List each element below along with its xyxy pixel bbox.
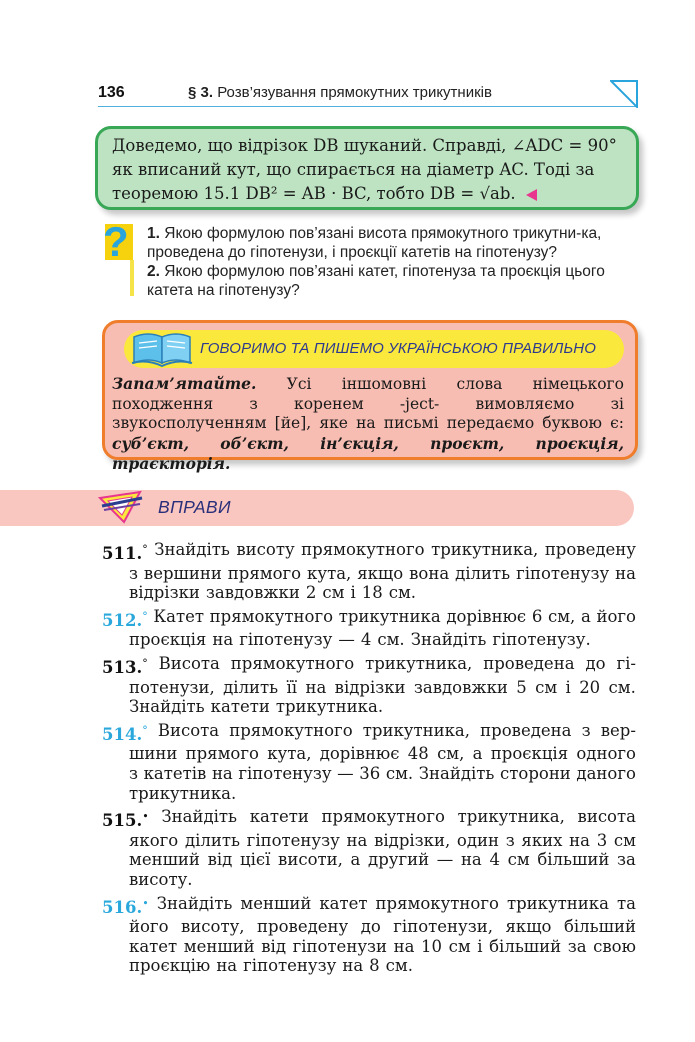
- exercise-word: якщо: [357, 563, 404, 583]
- question-2: [147, 262, 637, 300]
- exercise-word: висоту: [236, 540, 295, 559]
- exercise-word: якого: [129, 830, 179, 850]
- exercise-word: другий: [368, 850, 430, 870]
- exercise-word: проведену: [257, 917, 349, 937]
- proof-line-1: Доведемо, що відрізок DB шуканий. Справді, ∠ADC = 90°: [112, 136, 617, 155]
- page-number: 136: [98, 84, 125, 101]
- end-of-proof-icon: [526, 189, 537, 201]
- exercise-word: на: [393, 936, 415, 956]
- exercise-word: ділить: [223, 677, 279, 697]
- difficulty-mark: °: [142, 723, 148, 737]
- question-1: [147, 224, 637, 262]
- exercise-word: одного: [576, 744, 636, 764]
- exercise-line: [102, 870, 636, 890]
- exercise-word: 20: [579, 677, 601, 697]
- exercise-word: 18: [361, 583, 383, 603]
- exercise-line: [102, 764, 636, 784]
- exercise-word: відрізки,: [374, 830, 451, 850]
- difficulty-mark: °: [142, 609, 148, 623]
- exercise-word: вер-: [600, 720, 636, 740]
- exercise-word: трикутника.: [129, 783, 237, 803]
- exercise-word: за: [617, 850, 636, 870]
- exercise-word: на: [216, 956, 238, 976]
- exercise-word: з: [505, 830, 515, 850]
- exercise-word: за: [567, 936, 587, 956]
- exercise-word: проведена: [480, 720, 572, 740]
- exercise-item: [102, 607, 636, 650]
- exercise-word: кута,: [267, 744, 312, 764]
- exercise-item: [102, 721, 636, 803]
- exercise-word: висоту.: [129, 869, 193, 889]
- exercise-word: та: [616, 893, 636, 913]
- exercise-word: висоти,: [278, 850, 343, 870]
- exercise-word: дорівнює: [446, 606, 527, 626]
- exercise-number: 515.•: [102, 810, 149, 831]
- question-2-text: Якою формулою пов’язані катет, гіпотенуза та проєкція цього катета на гіпотенузу?: [147, 263, 605, 299]
- exercise-word: 8: [369, 956, 380, 976]
- exercise-word: шини: [129, 744, 178, 764]
- exercise-word: Знайдіть: [154, 540, 230, 559]
- exercise-word: ділить: [455, 563, 511, 583]
- exercise-word: з: [129, 563, 138, 583]
- exercise-word: більший: [537, 850, 610, 870]
- exercise-word: менший: [240, 893, 312, 913]
- exercise-word: завдовжки: [205, 583, 300, 603]
- rule-examples: суб’єкт, об’єкт, ін’єкція, проєкт, проєкція, траєкторія.: [112, 433, 624, 473]
- exercise-word: Знайдіть: [156, 893, 233, 913]
- exercise-word: катети: [249, 807, 309, 827]
- exercise-word: гіпотенузу: [516, 563, 610, 583]
- exercise-line: [102, 784, 636, 804]
- exercise-number: 513.°: [102, 656, 148, 677]
- exercise-word: і: [477, 936, 483, 956]
- exercise-line: [102, 564, 636, 584]
- exercise-number: 511.°: [102, 543, 148, 563]
- question-mark-icon: ?: [103, 218, 129, 265]
- exercise-word: трикутника: [338, 606, 441, 626]
- exercise-word: катет: [319, 893, 368, 913]
- exercise-word: см.: [388, 583, 417, 603]
- exercise-word: його: [129, 917, 169, 937]
- exercise-word: сторони: [500, 763, 571, 783]
- header-rule: [98, 106, 636, 107]
- exercise-word: даного: [576, 763, 636, 783]
- exercises-title: ВПРАВИ: [158, 497, 231, 517]
- exercise-word: прямокутного: [301, 540, 425, 559]
- exercise-word: —: [337, 763, 354, 783]
- exercise-word: 4: [489, 850, 500, 870]
- exercise-word: см: [613, 830, 636, 850]
- exercise-word: 4: [360, 630, 372, 650]
- exercise-word: її: [286, 677, 298, 697]
- exercise-line: [102, 654, 636, 678]
- exercise-word: гіпотенузи,: [393, 917, 493, 937]
- exercise-word: трикутника,: [457, 807, 565, 827]
- exercise-line: [102, 697, 636, 717]
- exercise-word: —: [338, 630, 355, 650]
- exercise-line: [102, 678, 636, 698]
- exercise-word: менший: [183, 936, 255, 956]
- exercise-word: см.: [608, 677, 636, 697]
- exercise-word: катети: [210, 697, 270, 717]
- exercise-word: від: [207, 850, 233, 870]
- exercise-word: кута,: [307, 563, 352, 583]
- exercise-word: 36: [359, 763, 381, 783]
- exercise-word: яких: [521, 830, 563, 850]
- exercise-word: на: [460, 850, 482, 870]
- book-icon: [130, 329, 194, 369]
- exercise-word: один: [456, 830, 500, 850]
- exercise-word: катетів: [143, 763, 207, 783]
- exercise-word: свою: [593, 936, 636, 956]
- exercise-word: на: [569, 830, 590, 850]
- exercise-word: прямокутного: [209, 606, 334, 626]
- exercise-word: 3: [596, 830, 608, 850]
- exercise-word: Висота: [157, 720, 220, 740]
- section-title: [188, 84, 492, 101]
- exercise-word: висота: [577, 807, 636, 827]
- exercise-word: катет: [129, 936, 178, 956]
- exercise-word: і: [565, 677, 571, 697]
- exercise-word: трикутника,: [365, 653, 473, 673]
- exercise-word: більший: [489, 936, 562, 956]
- exercise-line: [102, 630, 636, 650]
- exercise-line: [102, 956, 636, 976]
- exercise-word: менший: [129, 850, 200, 870]
- exercise-word: і: [350, 583, 356, 603]
- exercise-word: на: [211, 763, 233, 783]
- exercise-number: 516.•: [102, 896, 149, 917]
- exercise-line: [102, 744, 636, 764]
- exercise-word: а: [350, 850, 361, 870]
- exercise-word: якщо: [505, 917, 552, 937]
- exercise-line: [102, 583, 636, 603]
- exercise-word: прямокутного: [230, 653, 355, 673]
- exercise-word: Висота: [158, 653, 220, 673]
- exercise-word: проєкцію: [129, 956, 211, 976]
- exercise-word: а: [580, 606, 591, 626]
- exercise-word: проведену: [544, 540, 636, 559]
- exercise-line: [102, 937, 636, 957]
- exercise-word: 5: [516, 677, 527, 697]
- exercise-word: гіпотенузу: [239, 630, 333, 650]
- exercise-word: відрізки: [129, 583, 200, 603]
- exercise-word: см: [448, 936, 471, 956]
- exercise-word: гіпотенузи: [292, 936, 388, 956]
- exercise-number: 512.°: [102, 609, 148, 630]
- corner-triangle-icon: [610, 80, 638, 108]
- exercise-word: гі-: [616, 653, 636, 673]
- exercise-word: трикутника,: [431, 540, 539, 559]
- exercise-word: потенузи,: [129, 677, 215, 697]
- exercise-word: вершини: [143, 563, 222, 583]
- exercise-word: трикутника.: [275, 697, 384, 717]
- exercise-word: до: [585, 653, 606, 673]
- exercise-word: Знайдіть: [161, 807, 238, 827]
- exercise-word: його: [596, 606, 636, 626]
- exercise-word: на: [305, 677, 327, 697]
- exercise-word: см,: [437, 744, 465, 764]
- difficulty-mark: °: [142, 656, 148, 670]
- exercise-word: Знайдіть: [129, 697, 205, 717]
- exercise-word: до: [360, 917, 381, 937]
- exercise-word: см: [322, 583, 345, 603]
- exercise-word: см.: [385, 956, 413, 976]
- exercise-word: гіпотенузу.: [492, 630, 591, 650]
- exercise-word: —: [436, 850, 454, 870]
- exercise-number: 514.°: [102, 723, 148, 744]
- pencil-ruler-icon: [96, 488, 146, 528]
- exercise-word: прямокутного: [229, 720, 353, 740]
- difficulty-mark: °: [142, 543, 148, 556]
- exercise-line: [102, 607, 636, 631]
- exercise-word: трикутника,: [362, 720, 471, 740]
- exercise-word: прямокутного: [321, 807, 445, 827]
- exercise-line: [102, 540, 636, 564]
- section-title-text: Розв’язування прямокутних трикутників: [217, 84, 492, 101]
- review-questions: [147, 224, 637, 300]
- exercise-word: гіпотенузу: [238, 763, 332, 783]
- exercise-word: відрізки: [334, 677, 406, 697]
- exercise-line: [102, 831, 636, 851]
- exercise-line: [102, 721, 636, 745]
- proof-line-2: як вписаний кут, що спирається на діаметр AC. Тоді за: [112, 160, 595, 179]
- exercise-word: проєкція: [490, 744, 569, 764]
- exercise-word: вона: [409, 563, 450, 583]
- exercise-word: дорівнює: [319, 744, 400, 764]
- exercise-word: прямого: [227, 563, 302, 583]
- exercise-line: [102, 850, 636, 870]
- exercise-word: висоту,: [181, 917, 245, 937]
- exercise-list: [102, 540, 636, 980]
- exercise-word: з: [581, 720, 591, 740]
- rule-text: Усі іншомовні слова німецького походження з коренем -ject- вимовляємо зі звукосполученням [йе], яке на письмі передаємо буквою є:: [112, 375, 624, 432]
- exercise-word: проведена: [483, 653, 575, 673]
- exercise-item: [102, 654, 636, 717]
- exercise-word: см.: [385, 763, 414, 783]
- proof-line-3: [112, 182, 622, 206]
- exercise-word: трикутника: [506, 893, 609, 913]
- exercise-word: Катет: [153, 606, 204, 626]
- exercise-word: на: [346, 830, 368, 850]
- exercise-word: з: [129, 763, 138, 783]
- difficulty-mark: •: [142, 896, 149, 910]
- exercise-word: завдовжки: [413, 677, 508, 697]
- proof-box: [95, 126, 639, 210]
- exercise-word: більший: [563, 917, 636, 937]
- question-1-text: Якою формулою пов’язані висота прямокутного трикутни-ка, проведена до гіпотенузи, і проєкції катетів на гіпотенузу?: [147, 225, 602, 261]
- proof-line-3-text: теоремою 15.1 DB² = AB · BC, тобто DB = √ab.: [112, 184, 516, 203]
- exercise-word: проєкція: [129, 630, 207, 650]
- rule-lead: Запам’ятайте.: [112, 374, 257, 393]
- exercise-word: 48: [407, 744, 429, 764]
- question-2-number: 2.: [147, 263, 160, 280]
- difficulty-mark: •: [142, 810, 149, 824]
- exercise-word: см: [507, 850, 530, 870]
- exercise-word: см: [535, 677, 558, 697]
- exercise-word: а: [472, 744, 483, 764]
- question-1-number: 1.: [147, 225, 160, 242]
- exercise-word: від: [261, 936, 286, 956]
- exercise-word: гіпотенузу: [243, 956, 337, 976]
- exercise-line: [102, 894, 636, 918]
- exercise-word: ділить: [184, 830, 240, 850]
- exercise-word: на: [342, 956, 364, 976]
- exercise-item: [102, 894, 636, 976]
- exercise-line: [102, 807, 636, 831]
- section-prefix: § 3.: [188, 84, 214, 101]
- exercise-word: Знайдіть: [418, 763, 495, 783]
- exercise-line: [102, 917, 636, 937]
- exercise-word: см,: [547, 606, 576, 626]
- language-banner-title: ГОВОРИМО ТА ПИШЕМО УКРАЇНСЬКОЮ ПРАВИЛЬНО: [200, 340, 597, 357]
- exercise-word: 6: [531, 606, 543, 626]
- question-bar: [130, 260, 134, 296]
- exercise-word: цієї: [239, 850, 271, 870]
- exercise-item: [102, 540, 636, 603]
- language-rule: [112, 374, 624, 475]
- exercise-word: см.: [377, 630, 405, 650]
- exercise-word: на: [212, 630, 234, 650]
- exercise-word: 2: [305, 583, 317, 603]
- exercise-word: Знайдіть: [410, 630, 487, 650]
- exercise-item: [102, 807, 636, 889]
- exercise-word: прямокутного: [375, 893, 499, 913]
- exercise-word: гіпотенузу: [246, 830, 340, 850]
- exercise-word: на: [615, 563, 636, 583]
- exercise-word: 10: [421, 936, 443, 956]
- exercise-word: прямого: [185, 744, 259, 764]
